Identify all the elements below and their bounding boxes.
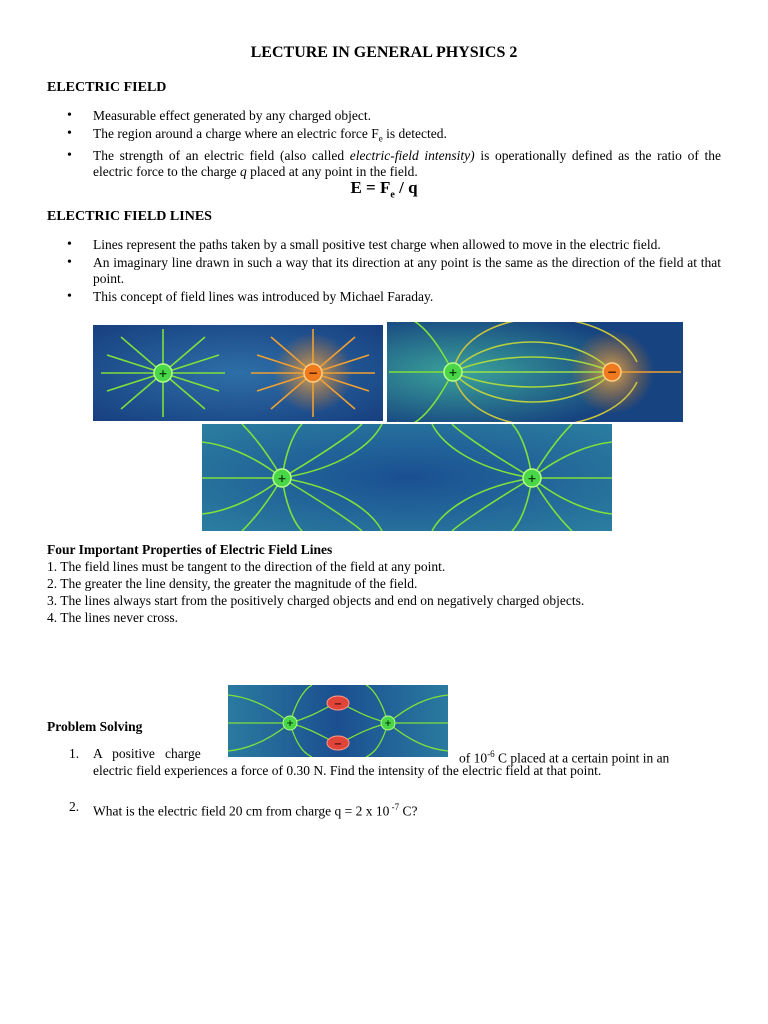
property-item: 2. The greater the line density, the greater the magnitude of the field.	[47, 576, 418, 591]
heading-problem-solving: Problem Solving	[47, 719, 143, 734]
plus-sign: +	[286, 719, 294, 729]
plus-sign: +	[384, 719, 392, 729]
figure-charge-configuration	[228, 685, 448, 757]
property-item: 4. The lines never cross.	[47, 610, 178, 625]
problem-1-text-c: electric field experiences a force of 0.30 N. Find the intensity of the electric field at that point.	[93, 763, 602, 778]
plus-sign: +	[277, 472, 287, 485]
heading-properties: Four Important Properties of Electric Field Lines	[47, 542, 333, 557]
bullet-item: • Lines represent the paths taken by a small positive test charge when allowed to move in the electric field.	[47, 237, 721, 254]
bullet-item: • The region around a charge where an electric force $F_e$ is detected.	[47, 126, 721, 147]
field-lines-bullets	[47, 237, 721, 306]
electric-field-bullets	[47, 108, 721, 182]
figure-isolated-charges	[93, 325, 383, 421]
figure-dipole	[387, 322, 683, 422]
minus-sign: −	[307, 366, 319, 380]
bullet-item: • Measurable effect generated by any charged object.	[47, 108, 721, 125]
minus-sign: −	[333, 739, 343, 750]
problem-2-text: What is the electric field 20 cm from charge q = 2 x 10 $^{-7}$ C?	[93, 802, 418, 819]
plus-sign: +	[158, 367, 168, 380]
plus-sign: +	[448, 366, 458, 379]
problem-1-number: 1.	[69, 746, 80, 761]
bullet-item: • This concept of field lines was introduced by Michael Faraday.	[47, 289, 721, 306]
minus-sign: −	[333, 699, 343, 710]
problem-1-text-a: A positive charge	[93, 746, 201, 761]
minus-sign: −	[606, 365, 618, 379]
property-item: 3. The lines always start from the positively charged objects and end on negatively charged objects.	[47, 593, 585, 608]
bullet-item: • The strength of an electric field (also called electric-field intensity) is operationally defined as the ratio of the electric force to the charge q placed at any point in the field.	[47, 148, 721, 181]
heading-field-lines: ELECTRIC FIELD LINES	[47, 209, 212, 224]
problem-1-text-b: of $10^{-6}$ C placed at a certain point in an	[459, 749, 670, 766]
formula: $E = F_e / q$	[350, 178, 418, 201]
heading-electric-field: ELECTRIC FIELD	[47, 80, 167, 95]
problem-2-number: 2.	[69, 799, 80, 814]
plus-sign: +	[527, 472, 537, 485]
bullet-item: • An imaginary line drawn in such a way that its direction at any point is the same as the direction of the field at that point.	[47, 255, 721, 288]
property-item: 1. The field lines must be tangent to the direction of the field at any point.	[47, 559, 446, 574]
figure-two-positive-charges	[202, 424, 612, 531]
page-title: LECTURE IN GENERAL PHYSICS 2	[250, 44, 518, 61]
